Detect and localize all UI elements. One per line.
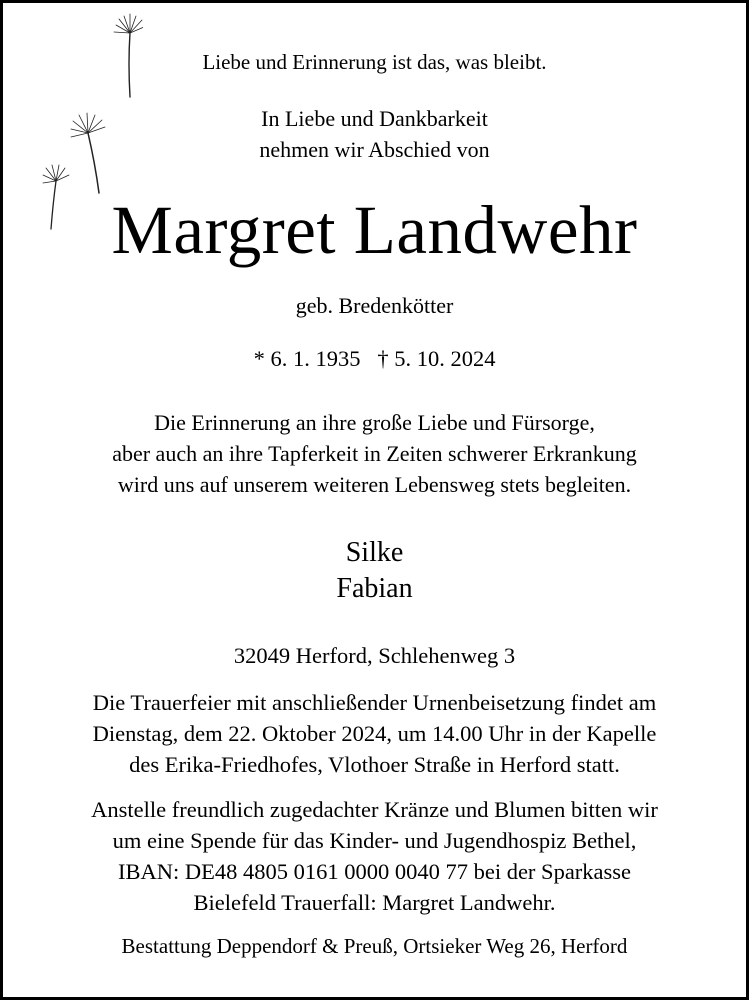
mourner-name: Fabian xyxy=(336,573,413,604)
funeral-info-line: des Erika-Friedhofes, Vlothoer Straße in Herford statt. xyxy=(129,752,620,777)
address: 32049 Herford, Schlehenweg 3 xyxy=(233,643,516,668)
donation-info-line: IBAN: DE48 4805 0161 0000 0040 77 bei der Sparkasse xyxy=(117,859,632,884)
intro-line: In Liebe und Dankbarkeit xyxy=(261,106,488,131)
tribute-text xyxy=(3,407,746,500)
mourner-name: Silke xyxy=(345,537,404,568)
intro xyxy=(3,103,746,165)
undertaker: Bestattung Deppendorf & Preuß, Ortsieker Weg 26, Herford xyxy=(121,934,628,958)
funeral-info-line: Dienstag, dem 22. Oktober 2024, um 14.00 Uhr in der Kapelle xyxy=(92,721,657,746)
donation-info-line: um eine Spende für das Kinder- und Jugendhospiz Bethel, xyxy=(112,828,637,853)
mourners xyxy=(3,535,746,607)
funeral-info xyxy=(3,687,746,780)
intro-line: nehmen wir Abschied von xyxy=(259,137,490,162)
donation-info-line: Bielefeld Trauerfall: Margret Landwehr. xyxy=(193,890,556,915)
deceased-name: Margret Landwehr xyxy=(111,192,638,268)
donation-info xyxy=(3,794,746,918)
funeral-info-line: Die Trauerfeier mit anschließender Urnenbeisetzung findet am xyxy=(92,690,657,715)
tribute-line: Die Erinnerung an ihre große Liebe und Fürsorge, xyxy=(154,410,595,435)
birth-name: geb. Bredenkötter xyxy=(295,293,454,318)
motto: Liebe und Erinnerung ist das, was bleibt. xyxy=(202,50,547,74)
donation-info-line: Anstelle freundlich zugedachter Kränze und Blumen bitten wir xyxy=(91,797,658,822)
tribute-line: wird uns auf unserem weiteren Lebensweg stets begleiten. xyxy=(117,472,632,497)
tribute-line: aber auch an ihre Tapferkeit in Zeiten schwerer Erkrankung xyxy=(112,441,637,466)
life-dates: * 6. 1. 1935 † 5. 10. 2024 xyxy=(253,346,496,371)
